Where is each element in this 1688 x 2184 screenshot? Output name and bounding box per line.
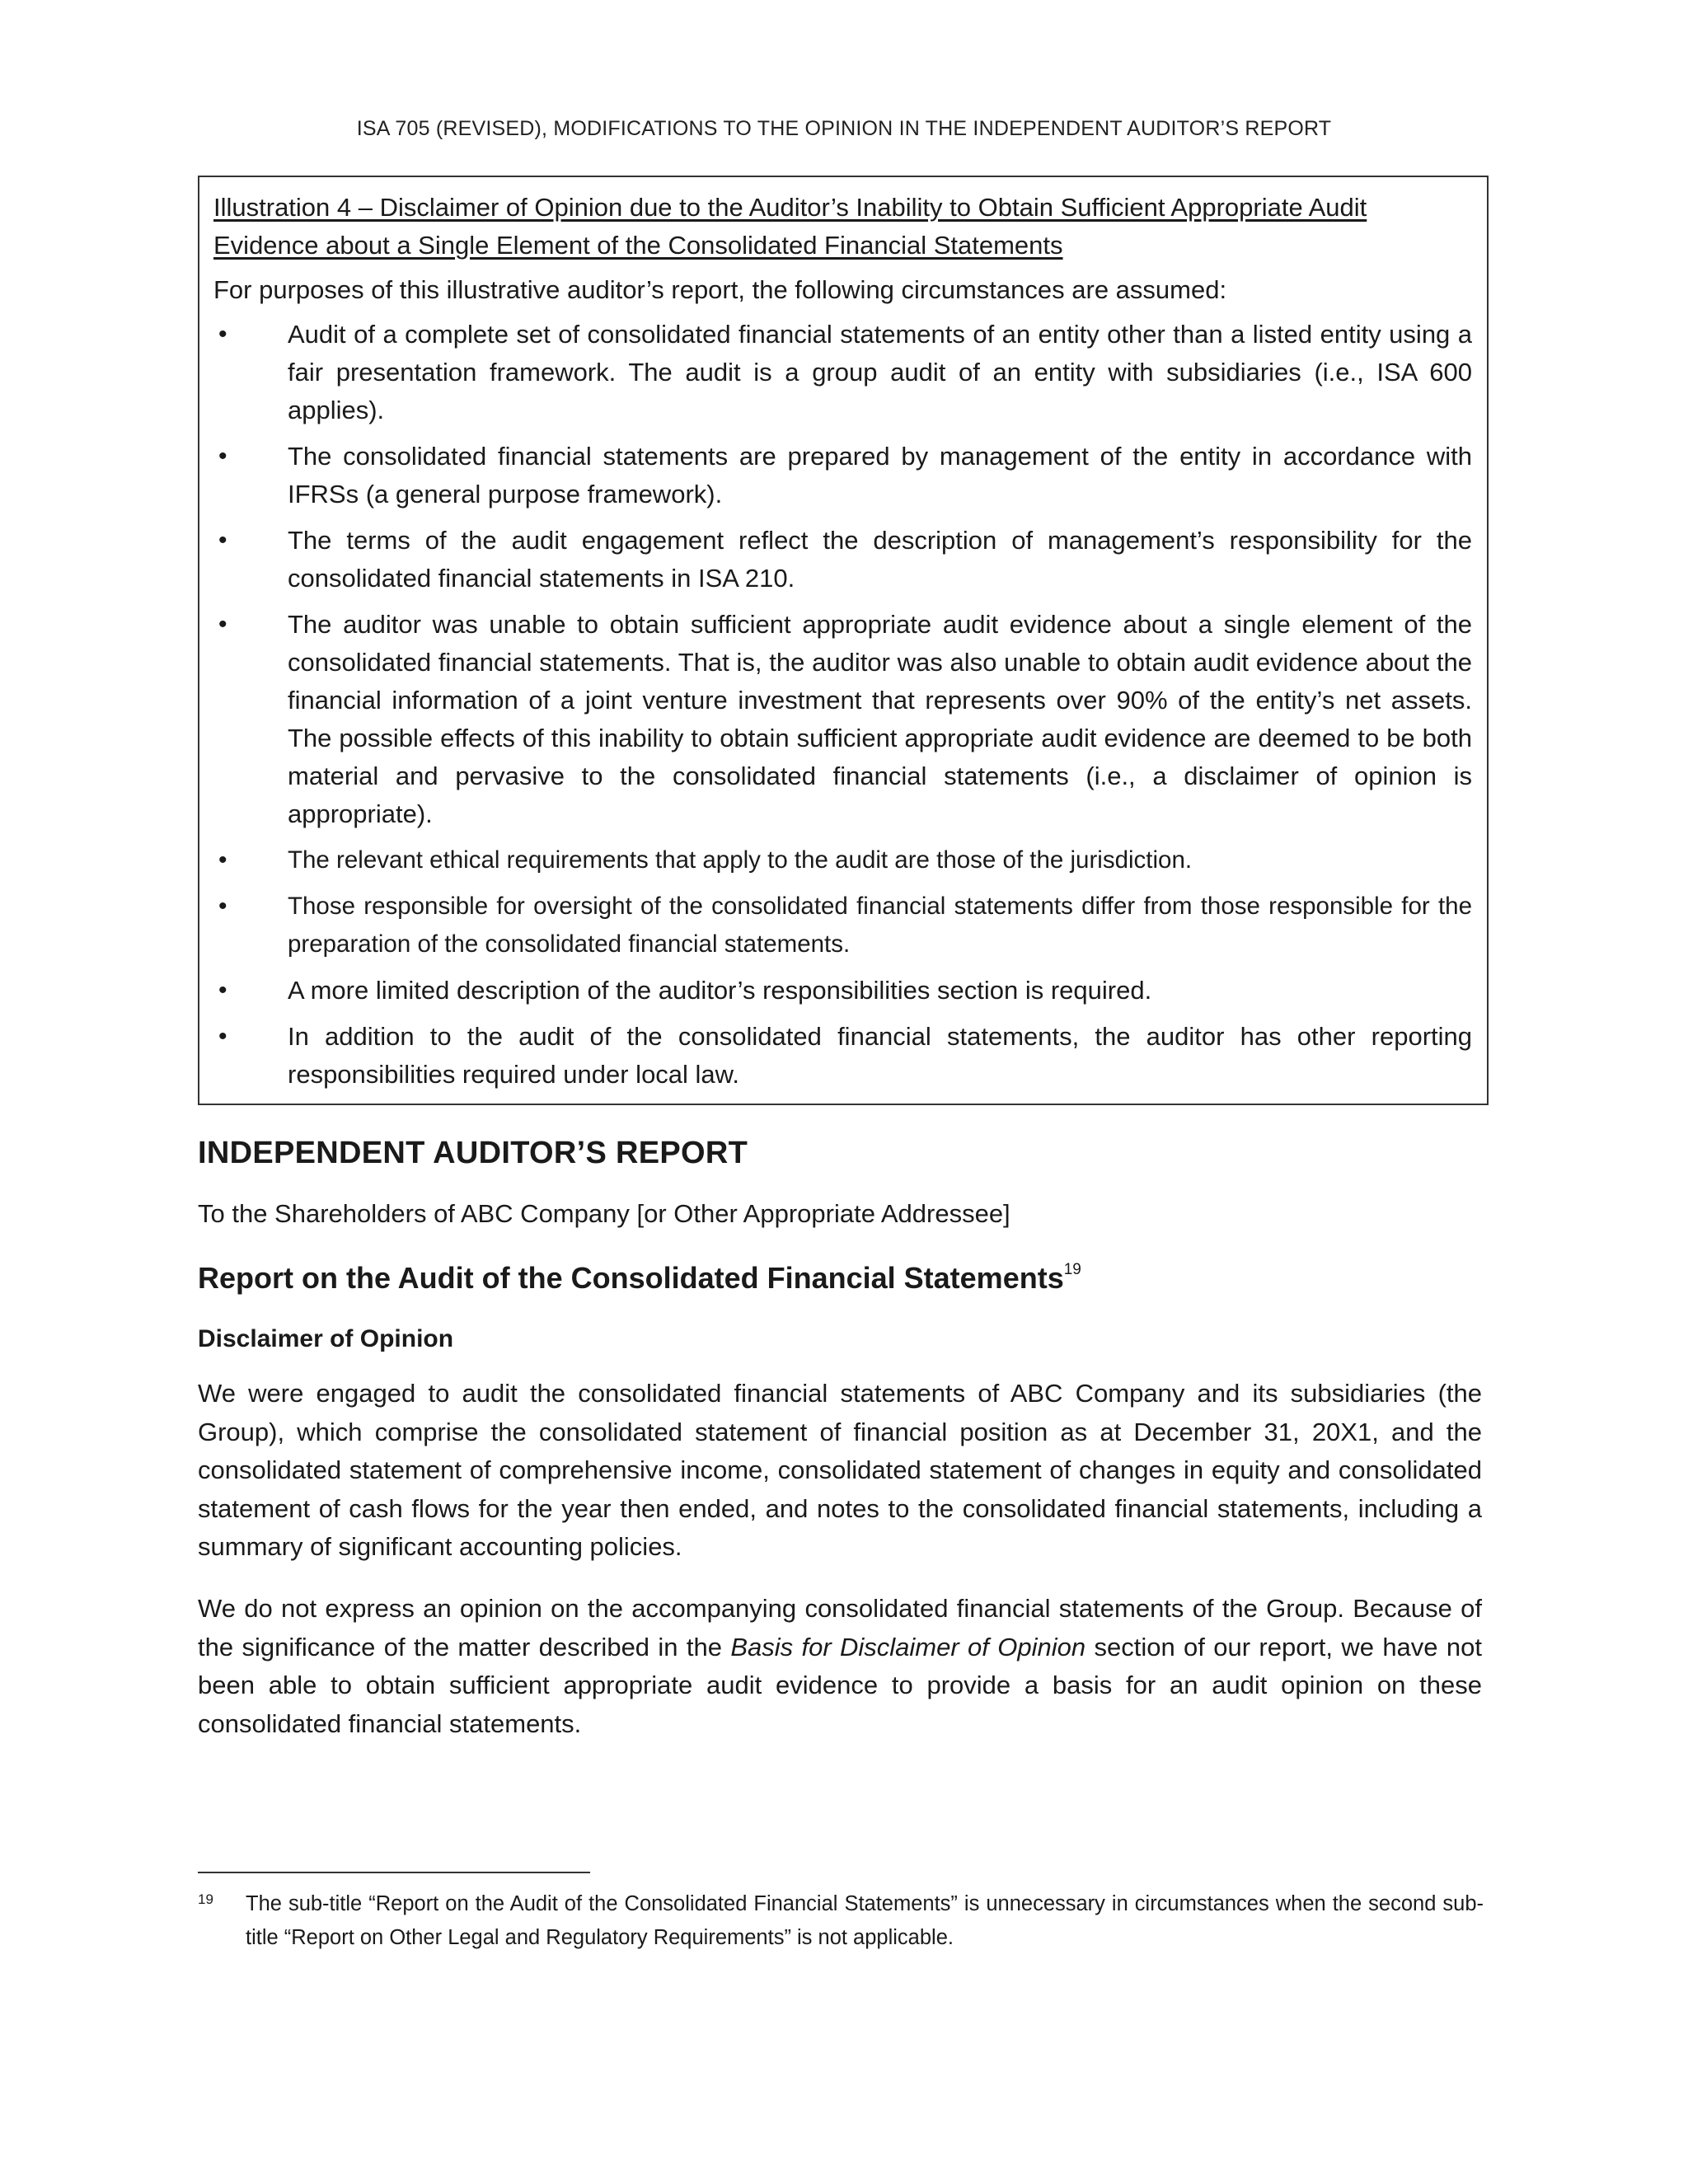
list-item: [213, 438, 1472, 513]
footnote-number: 19: [198, 1891, 213, 1907]
list-item-text: Audit of a complete set of consolidated financial statements of an entity other than a listed entity using a fair presentation framework. The audit is a group audit of an entity with subsidiaries (i.e., ISA 600 applies).: [288, 320, 1472, 424]
list-item: [213, 522, 1472, 598]
opinion-paragraph-1: We were engaged to audit the consolidated financial statements of ABC Company and its subsidiaries (the Group), which comprise the consolidated statement of financial position as at December 31, 20X1, and the consolidated statement of comprehensive income, consolidated statement of changes in equity and consolidated statement of cash flows for the year then ended, and notes to the consolidated financial statements, including a summary of significant accounting policies.: [198, 1379, 1482, 1561]
list-item-text: The auditor was unable to obtain sufficient appropriate audit evidence about a single element of the consolidated financial statements. That is, the auditor was also unable to obtain audit evidence about the financial information of a joint venture investment that represents over 90% of the entity’s net assets. The possible effects of this inability to obtain sufficient appropriate audit evidence are deemed to be both material and pervasive to the consolidated financial statements (i.e., a disclaimer of opinion is appropriate).: [288, 610, 1472, 828]
running-header: ISA 705 (REVISED), MODIFICATIONS TO THE OPINION IN THE INDEPENDENT AUDITOR’S REPORT: [356, 117, 1332, 140]
circumstances-list: [213, 316, 1472, 1094]
report-title: INDEPENDENT AUDITOR’S REPORT: [198, 1136, 748, 1170]
list-item: [213, 316, 1472, 429]
subsection-title: Disclaimer of Opinion: [198, 1325, 454, 1352]
list-item: [213, 606, 1472, 833]
list-item: [213, 841, 1472, 879]
list-item: [213, 1018, 1472, 1094]
addressee: To the Shareholders of ABC Company [or Other Appropriate Addressee]: [198, 1199, 1010, 1228]
footnote-divider: [198, 1872, 590, 1873]
footnote-reference[interactable]: 19: [1063, 1261, 1081, 1278]
list-item-text: The relevant ethical requirements that apply to the audit are those of the jurisdiction.: [288, 846, 1193, 874]
list-item-text: Those responsible for oversight of the consolidated financial statements differ from those responsible for the preparation of the consolidated financial statements.: [288, 893, 1472, 958]
bullet-icon: •: [218, 977, 227, 1004]
list-item-text: The consolidated financial statements are prepared by management of the entity in accordance with IFRSs (a general purpose framework).: [288, 442, 1472, 509]
section-title-text: Report on the Audit of the Consolidated Financial Statements: [198, 1261, 1064, 1295]
bullet-icon: •: [218, 443, 227, 470]
list-item-text: The terms of the audit engagement reflect the description of management’s responsibility for the consolidated financial statements in ISA 210.: [288, 526, 1472, 593]
bullet-icon: •: [218, 1023, 227, 1050]
illustration-title-line1: Illustration 4 – Disclaimer of Opinion due to the Auditor’s Inability to Obtain Sufficient Appropriate Audit: [213, 193, 1367, 222]
list-item: [213, 972, 1472, 1010]
list-item-text: A more limited description of the auditor’s responsibilities section is required.: [288, 976, 1152, 1005]
bullet-icon: •: [218, 527, 227, 554]
list-item: [213, 888, 1472, 963]
illustration-title-line2: Evidence about a Single Element of the Consolidated Financial Statements: [213, 231, 1063, 260]
opinion-paragraph-2: [198, 1590, 1482, 1743]
bullet-icon: •: [218, 846, 227, 874]
illustration-title: [213, 189, 1472, 265]
list-item-text: In addition to the audit of the consolidated financial statements, the auditor has other reporting responsibilities required under local law.: [288, 1022, 1472, 1089]
footnote: [198, 1887, 1484, 1955]
paragraph-2-italic-reference: Basis for Disclaimer of Opinion: [730, 1632, 1086, 1661]
paragraph-2-text-b: section of our report, we have not been able to obtain sufficient appropriate audit evidence to provide a basis for an audit opinion on these consolidated financial statements.: [198, 1632, 1482, 1738]
illustration-box: [198, 176, 1489, 1105]
section-title: [198, 1261, 1081, 1296]
bullet-icon: •: [218, 321, 227, 348]
bullet-icon: •: [218, 893, 227, 920]
illustration-intro: For purposes of this illustrative auditor’s report, the following circumstances are assumed:: [213, 275, 1227, 304]
paragraph-2-text-a: We do not express an opinion on the accompanying consolidated financial statements of the Group. Because of the significance of the matter described in the: [198, 1594, 1482, 1661]
bullet-icon: •: [218, 611, 227, 638]
footnote-text: The sub-title “Report on the Audit of the Consolidated Financial Statements” is unnecessary in circumstances when the second sub-title “Report on Other Legal and Regulatory Requirements” is not applicable.: [246, 1892, 1484, 1949]
